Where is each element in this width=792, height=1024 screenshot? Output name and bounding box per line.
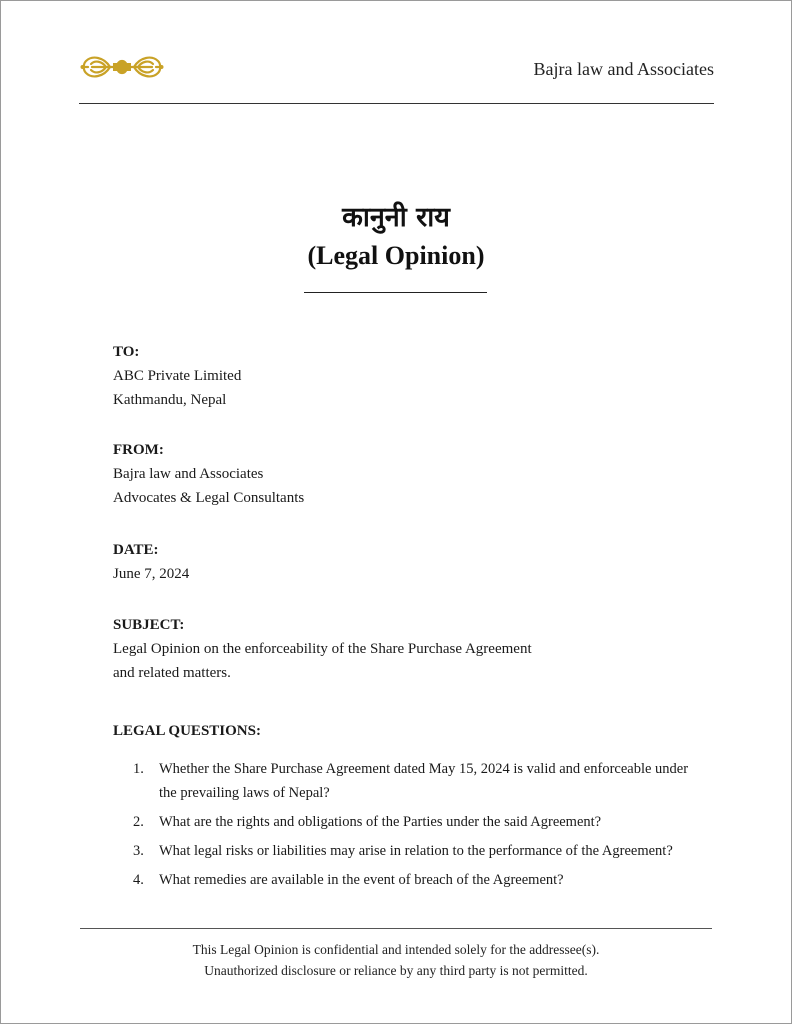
date-label: DATE: xyxy=(113,542,159,558)
list-item xyxy=(113,757,703,805)
list-item-number: 2. xyxy=(133,814,144,830)
title-underline xyxy=(304,292,487,293)
footer-line: This Legal Opinion is confidential and intended solely for the addressee(s). xyxy=(192,942,600,957)
list-item xyxy=(113,810,703,834)
footer-divider xyxy=(80,928,712,929)
list-item xyxy=(113,839,703,863)
to-line: Kathmandu, Nepal xyxy=(113,392,227,408)
list-item-number: 1. xyxy=(133,761,144,777)
list-item-text: What legal risks or liabilities may arise in relation to the performance of the Agreement? xyxy=(159,843,673,859)
header-firm-name: Bajra law and Associates xyxy=(533,59,714,79)
footer-line: Unauthorized disclosure or reliance by any third party is not permitted. xyxy=(204,963,588,978)
date-section xyxy=(113,538,189,586)
subject-line: Legal Opinion on the enforceability of the Share Purchase Agreement xyxy=(113,641,532,657)
to-line: ABC Private Limited xyxy=(113,368,242,384)
title-english: (Legal Opinion) xyxy=(307,241,485,270)
vajra-icon xyxy=(80,50,164,84)
from-line: Advocates & Legal Consultants xyxy=(113,490,305,506)
title-nepali: कानुनी राय xyxy=(342,202,450,233)
subject-line: and related matters. xyxy=(113,665,231,681)
list-item-text: Whether the Share Purchase Agreement dated May 15, 2024 is valid and enforceable under the prevailing laws of Nepal? xyxy=(159,761,689,801)
to-section xyxy=(113,340,241,412)
document-title xyxy=(0,200,792,274)
from-label: FROM: xyxy=(113,442,164,458)
header-divider xyxy=(79,103,714,104)
date-value: June 7, 2024 xyxy=(113,566,190,582)
list-item-text: What remedies are available in the event of breach of the Agreement? xyxy=(159,872,564,888)
subject-section xyxy=(113,613,532,685)
list-item-text: What are the rights and obligations of the Parties under the said Agreement? xyxy=(159,814,602,830)
subject-label: SUBJECT: xyxy=(113,617,185,633)
list-item xyxy=(113,868,703,892)
legal-questions-label: LEGAL QUESTIONS: xyxy=(113,723,261,739)
from-section xyxy=(113,438,304,510)
list-item-number: 3. xyxy=(133,843,144,859)
list-item-number: 4. xyxy=(133,872,144,888)
to-label: TO: xyxy=(113,344,140,360)
legal-questions-section xyxy=(113,719,703,897)
legal-questions-list xyxy=(113,757,703,892)
from-line: Bajra law and Associates xyxy=(113,466,264,482)
confidentiality-footer xyxy=(0,939,792,981)
